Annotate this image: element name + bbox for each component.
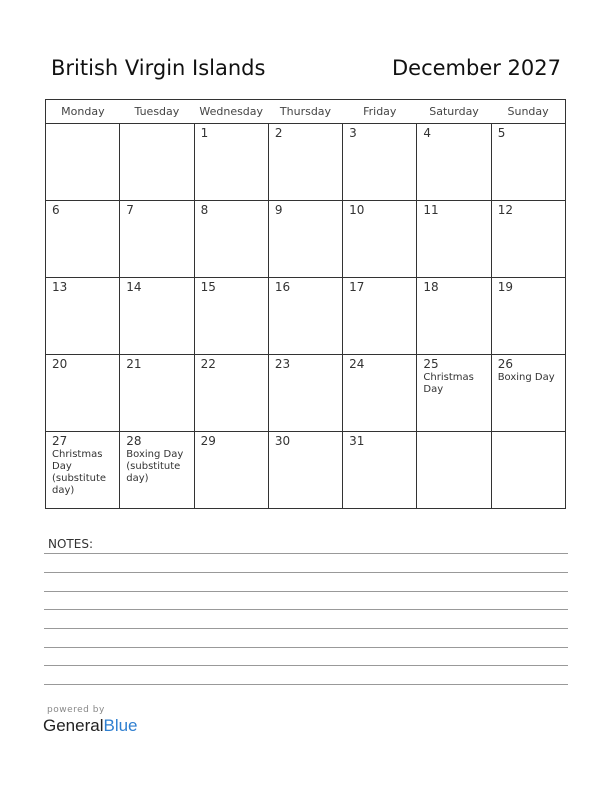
notes-line [44,665,568,666]
day-number: 15 [200,280,216,294]
day-number: 7 [126,203,134,217]
day-number: 28 [126,434,142,448]
day-number: 16 [274,280,291,294]
day-cell [46,278,120,355]
generalblue-logo [43,716,138,736]
day-number: 19 [497,280,513,294]
notes-line [44,684,568,685]
day-cell [417,124,491,201]
day-number: 20 [52,357,68,371]
notes-line [44,591,568,592]
week-row [46,278,566,355]
notes-line [44,647,568,648]
calendar-body [46,124,566,509]
day-number: 13 [52,280,68,294]
day-number: 14 [126,280,142,294]
day-number: 30 [274,434,291,448]
day-cell [268,124,342,201]
weekday-header: Saturday [417,100,491,124]
calendar-month-title: December 2027 [391,56,561,80]
day-number: 17 [349,280,365,294]
day-cell [194,355,268,432]
day-number: 22 [200,357,216,371]
day-number: 23 [274,357,291,371]
calendar-grid [45,99,566,509]
weekday-header: Wednesday [194,100,268,124]
day-cell [491,278,565,355]
day-cell [120,432,194,509]
day-cell [46,432,120,509]
holiday-label: Boxing Day [497,372,555,383]
day-number: 21 [126,357,142,371]
day-cell [194,201,268,278]
week-row [46,355,566,432]
day-cell [343,124,417,201]
day-cell [120,355,194,432]
day-number: 8 [200,203,209,217]
day-cell [491,201,565,278]
day-cell [268,432,342,509]
day-number: 9 [274,203,283,217]
day-number: 12 [497,203,513,217]
day-cell [417,278,491,355]
day-cell [268,355,342,432]
day-number: 2 [274,126,283,140]
weekday-header-row [46,100,566,124]
notes-line [44,609,568,610]
day-cell [343,278,417,355]
weekday-header: Monday [46,100,120,124]
notes-line [44,553,568,554]
day-number: 4 [423,126,432,140]
day-cell [268,201,342,278]
week-row [46,201,566,278]
day-number: 11 [423,203,439,217]
week-row [46,432,566,509]
weekday-header: Sunday [491,100,565,124]
day-cell [491,124,565,201]
day-number: 6 [52,203,60,217]
day-cell [417,355,491,432]
calendar-country-title: British Virgin Islands [51,56,266,80]
holiday-label: Christmas Day [423,372,474,395]
day-cell [194,124,268,201]
notes-line [44,628,568,629]
day-number: 5 [497,126,506,140]
day-number: 26 [497,357,513,371]
day-cell [417,432,491,509]
day-cell [46,355,120,432]
day-cell [194,278,268,355]
day-cell [120,278,194,355]
week-row [46,124,566,201]
day-cell [194,432,268,509]
day-number: 27 [52,434,68,448]
weekday-header: Friday [343,100,417,124]
logo-general: General [43,716,104,735]
holiday-label: Boxing Day (substitute day) [126,449,184,484]
notes-line [44,572,568,573]
day-cell [120,201,194,278]
day-number: 25 [423,357,439,371]
day-cell [120,124,194,201]
weekday-header: Thursday [268,100,342,124]
day-number: 29 [200,434,216,448]
logo-blue: Blue [103,716,138,735]
day-number: 31 [349,434,365,448]
day-cell [491,432,565,509]
notes-label: NOTES: [48,537,93,551]
day-cell [46,124,120,201]
day-cell [343,432,417,509]
day-cell [46,201,120,278]
day-cell [343,355,417,432]
day-number: 10 [349,203,365,217]
day-number: 3 [349,126,357,140]
powered-by-text: powered by [47,705,105,715]
day-number: 1 [200,126,209,140]
day-cell [417,201,491,278]
day-cell [268,278,342,355]
holiday-label: Christmas Day (substitute day) [52,449,107,496]
day-cell [343,201,417,278]
day-number: 18 [423,280,439,294]
day-cell [491,355,565,432]
day-number: 24 [349,357,365,371]
weekday-header: Tuesday [120,100,194,124]
